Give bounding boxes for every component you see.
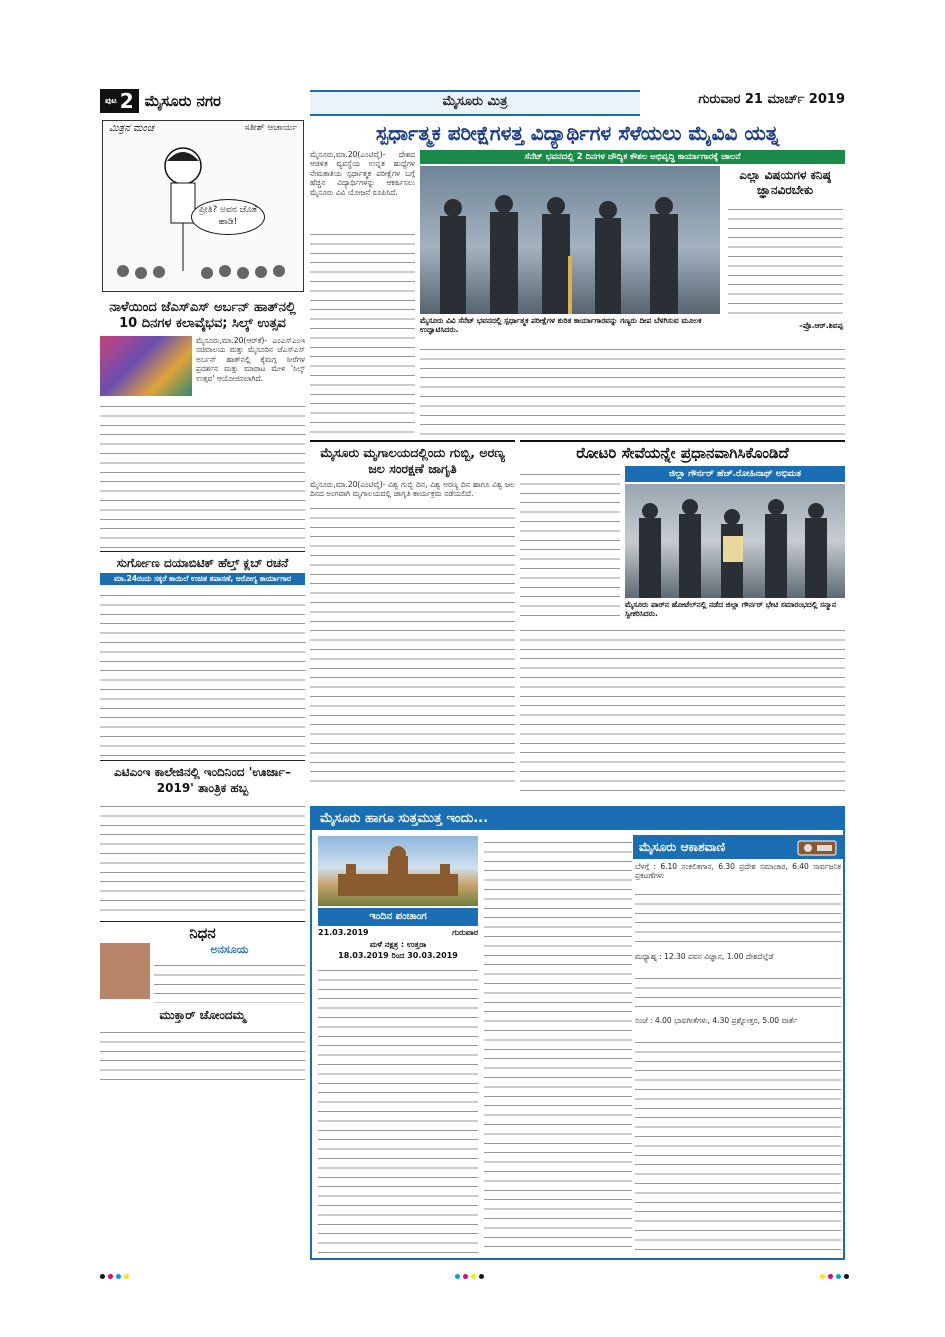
silk-photo bbox=[100, 336, 192, 396]
rotary-headline: ರೋಟರಿ ಸೇವೆಯನ್ನೇ ಪ್ರಧಾನವಾಗಿಸಿಕೊಂಡಿದೆ bbox=[576, 444, 789, 462]
panchanga-nakshatra: ಮಳೆ ನಕ್ಷತ್ರ : ಉತ್ತರಾ bbox=[369, 940, 427, 949]
zoo-body bbox=[310, 502, 515, 782]
aside-author: –ಪ್ರೊ.ಆರ್.ಶಿವಪ್ಪ bbox=[799, 321, 843, 330]
speech-bubble: ಪ್ರೀತಿ? ಅವನ ಜೊತೆ ಹಾಡಿ! bbox=[191, 199, 265, 235]
story-diabetic-strap: ಮಾ.24ರಂದು ಸಕ್ಕರೆ ಕಾಯಿಲೆ ಉಚಿತ ತಪಾಸಣೆ, ಆರೋಗ್ಯ ಕಾರ್ಯಾಗಾರ bbox=[100, 573, 305, 585]
issue-date: ಗುರುವಾರ 21 ಮಾರ್ಚ್ 2019 bbox=[698, 92, 845, 107]
rotary-people bbox=[625, 484, 845, 598]
people-silhouettes bbox=[420, 166, 720, 314]
obituary-photo bbox=[100, 943, 150, 999]
panchanga-heading: ಇಂದಿನ ಪಂಚಾಂಗ bbox=[318, 908, 478, 926]
zoo-lead: ಮೈಸೂರು,ಮಾ.20(ಎಂಟಿವೈ)- ವಿಶ್ವ ಗುಬ್ಬಿ ದಿನ, ವಿಶ್ವ ಅರಣ್ಯ ದಿನ ಹಾಗೂ ವಿಶ್ವ ಜಲ ದಿನದ ಅಂಗವಾಗಿ ಮೃಗಾಲಯದಲ್ಲಿ ಜಾಗೃತಿ ಕಾರ್ಯಕ್ರಮ ನಡೆಯಲಿದೆ. bbox=[310, 480, 515, 499]
obituary2-heading: ಮುಕ್ತಾರ್ ಚೋಂದಮ್ಮ bbox=[159, 1008, 246, 1022]
radio-morning: ಬೆಳಗ್ಗೆ : 6.10 ಸಂಕಲಿತಗಾನ, 6.30 ಪ್ರದೇಶ ಸಮಾಚಾರ, 6.40 ಸಾರ್ವಜನಿಕ ಪ್ರಕಟಣೆಗಳು bbox=[635, 862, 841, 881]
registration-dots-left bbox=[100, 1274, 129, 1280]
main-body-col1 bbox=[310, 228, 415, 438]
events-heading: ಮೈಸೂರು ಹಾಗೂ ಸುತ್ತಮುತ್ತ ಇಂದು... bbox=[312, 808, 843, 830]
registration-dots-center bbox=[455, 1274, 484, 1280]
rotary-body bbox=[520, 624, 845, 794]
panchanga-range: 18.03.2019 ರಿಂದ 30.03.2019 bbox=[338, 951, 458, 960]
story-atme-body bbox=[100, 800, 305, 918]
panchanga-date: 21.03.2019 bbox=[318, 928, 369, 937]
aside-body bbox=[728, 203, 843, 318]
rotary-photo bbox=[625, 484, 845, 598]
story-diabetic-headline: ಸುರ್ಗೋಣ ದಯಾಬಿಟಿಕ್ ಹೆಲ್ತ್ ಕ್ಲಬ್ ರಚನೆ bbox=[116, 556, 289, 570]
radio-icon bbox=[797, 838, 837, 856]
palace-silhouette bbox=[318, 836, 478, 906]
story-silk-body bbox=[100, 400, 305, 548]
events-col1 bbox=[318, 964, 478, 1254]
newspaper-page bbox=[100, 88, 845, 1260]
zoo-headline: ಮೈಸೂರು ಮೃಗಾಲಯದಲ್ಲಿಂದು ಗುಬ್ಬಿ, ಅರಣ್ಯ ಜಲ ಸಂರಕ್ಷಣೆ ಜಾಗೃತಿ bbox=[320, 445, 505, 476]
page-number: 2 bbox=[119, 89, 134, 113]
main-strap: ಸೆನೆಟ್ ಭವನದಲ್ಲಿ 2 ದಿನಗಳ ಜೌದ್ಯಿಕ ಕೌಶಲ ಅಭಿವೃದ್ಧಿ ಕಾರ್ಯಾಗಾರಕ್ಕೆ ಚಾಲನೆ bbox=[420, 150, 845, 164]
main-headline: ಸ್ಪರ್ಧಾತ್ಮಕ ಪರೀಕ್ಷೆಗಳತ್ತ ವಿದ್ಯಾರ್ಥಿಗಳ ಸೆಳೆಯಲು ಮೈವಿವಿ ಯತ್ನ bbox=[375, 121, 780, 145]
panchanga-day: ಗುರುವಾರ bbox=[452, 928, 478, 937]
radio-morning-list bbox=[635, 888, 841, 948]
masthead: ಮೈಸೂರು ಮಿತ್ರ bbox=[310, 90, 640, 116]
main-lead: ಮೈಸೂರು,ಮಾ.20(ಎಂಟಿವೈ)- ದೇಶದ ಆಡಳಿತ ವ್ಯವಸ್ಥೆಯ ಉನ್ನತ ಹುದ್ದೆಗಳ ನೇಮಕಾತಿಯ ಸ್ಪರ್ಧಾತ್ಮಕ ಪರೀಕ್ಷೆಗಳ ಬಗ್ಗೆ ಹೆಚ್ಚಿನ ವಿದ್ಯಾರ್ಥಿಗಳನ್ನು ಆಕರ್ಷಿಸಲು ಮೈಸೂರು ವಿವಿ ಯೋಜನೆ ರೂಪಿಸಿದೆ. bbox=[310, 150, 415, 197]
obituary-name: ಅನಸೂಯ bbox=[210, 943, 249, 956]
story-diabetic-body bbox=[100, 589, 305, 757]
events-col2 bbox=[484, 836, 632, 1254]
radio-noon: ಮಧ್ಯಾಹ್ನ : 12.30 ಪವನ ವಿಜ್ಞಾನ, 1.00 ದೇಶದೆಲ್ಲೆಡೆ bbox=[635, 952, 774, 961]
cartoon-author: ಸತೀಶ್ ಆಚಾರ್ಯ bbox=[244, 123, 297, 133]
radio-title: ಮೈಸೂರು ಆಕಾಶವಾಣಿ bbox=[639, 840, 726, 854]
aside-headline: ಎಲ್ಲಾ ವಿಷಯಗಳ ಕನಿಷ್ಠ ಜ್ಞಾನವಿರಬೇಕು bbox=[739, 168, 831, 197]
main-photo-caption: ಮೈಸೂರು ವಿವಿ ಸೆನೆಟ್ ಭವನದಲ್ಲಿ ಸ್ಪರ್ಧಾತ್ಮಕ ಪರೀಕ್ಷೆಗಳ ಕುರಿತ ಕಾರ್ಯಾಗಾರವನ್ನು ಗಣ್ಯರು ದೀಪ ಬೆಳಗಿಸುವ ಮೂಲಕ ಉದ್ಘಾಟಿಸಿದರು. bbox=[420, 316, 702, 334]
main-body-lower bbox=[420, 343, 845, 438]
section-title: ಮೈಸೂರು ನಗರ bbox=[144, 92, 221, 110]
registration-dots-right bbox=[820, 1274, 849, 1280]
left-column bbox=[100, 300, 305, 1082]
cartoon-box bbox=[102, 120, 304, 292]
rotary-lead-body bbox=[520, 468, 620, 618]
story-silk-headline: ನಾಳೆಯಿಂದ ಜೆಎಸ್‌ಎಸ್ ಅರ್ಬನ್ ಹಾತ್‌ನಲ್ಲಿ 10 ದಿನಗಳ ಕಲಾವೈಭವ; ಸಿಲ್ಕ್ ಉತ್ಸವ bbox=[109, 300, 296, 331]
rotary-caption: ಮೈಸೂರು ಪಾರ್‌ನ ಹೋಟೆಲ್‌ನಲ್ಲಿ ನಡೆದ ಜಿಲ್ಲಾ ಗೌರ್ನರ್ ಭೇಟಿ ಸಮಾರಂಭದಲ್ಲಿ ಸನ್ಮಾನ ಸ್ವೀಕರಿಸಿದರು. bbox=[625, 600, 837, 618]
palace-photo bbox=[318, 836, 478, 906]
main-photo bbox=[420, 166, 720, 314]
page-label: ಪುಟ bbox=[105, 96, 117, 105]
cartoon-title: ಮಿತ್ರನ ಮಂಚ bbox=[109, 123, 154, 134]
page-header bbox=[100, 88, 845, 114]
radio-noon-list bbox=[635, 972, 841, 1012]
rotary-story bbox=[520, 440, 845, 618]
page-number-badge bbox=[100, 89, 139, 113]
radio-evening: ಸಂಜೆ : 4.00 ಭಾವಗೀತೆಗಳು, 4.30 ಪ್ರಶ್ನೋತ್ತರ, 5.00 ವಾರ್ತೆ bbox=[635, 1016, 798, 1025]
obituary2-body bbox=[100, 1026, 305, 1082]
rotary-subhead: ಜಿಲ್ಲಾ ಗೌರ್ನರ್ ಹೆಚ್.ರೋಹಿನಾಥ್ ಅಭಿಮತ bbox=[625, 466, 845, 482]
zoo-story bbox=[310, 440, 515, 782]
radio-heading bbox=[633, 835, 843, 859]
obituary-heading: ನಿಧನ bbox=[189, 924, 216, 942]
radio-evening-list bbox=[635, 1036, 841, 1254]
story-silk-lead: ಮೈಸೂರು,ಮಾ.20(ಆರ್‌ಕೆ)- ಎಂಎಸ್‌ಎಂಇ ಸಚಿವಾಲಯ ಮತ್ತು ಮೈಸೂರಿನ ಜೆಎಸ್‌ಎಸ್ ಅರ್ಬನ್ ಹಾತ್‌ನಲ್ಲಿ ಕೈಮಗ್ಗ ಸೀರೆಗಳ ಪ್ರದರ್ಶನ ಮತ್ತು ಮಾರಾಟ ಮೇಳ 'ಸಿಲ್ಕ್ ಉತ್ಸವ' ಆಯೋಜಿಸಲಾಗಿದೆ. bbox=[196, 336, 305, 383]
story-atme-headline: ಎಟಿಎಂಇ ಕಾಲೇಜಿನಲ್ಲಿ ಇಂದಿನಿಂದ 'ಊರ್ಜಾ–2019' ತಾಂತ್ರಿಕ ಹಬ್ಬ bbox=[114, 765, 291, 795]
page-header-left bbox=[100, 88, 300, 114]
obituary-body bbox=[154, 959, 305, 1003]
